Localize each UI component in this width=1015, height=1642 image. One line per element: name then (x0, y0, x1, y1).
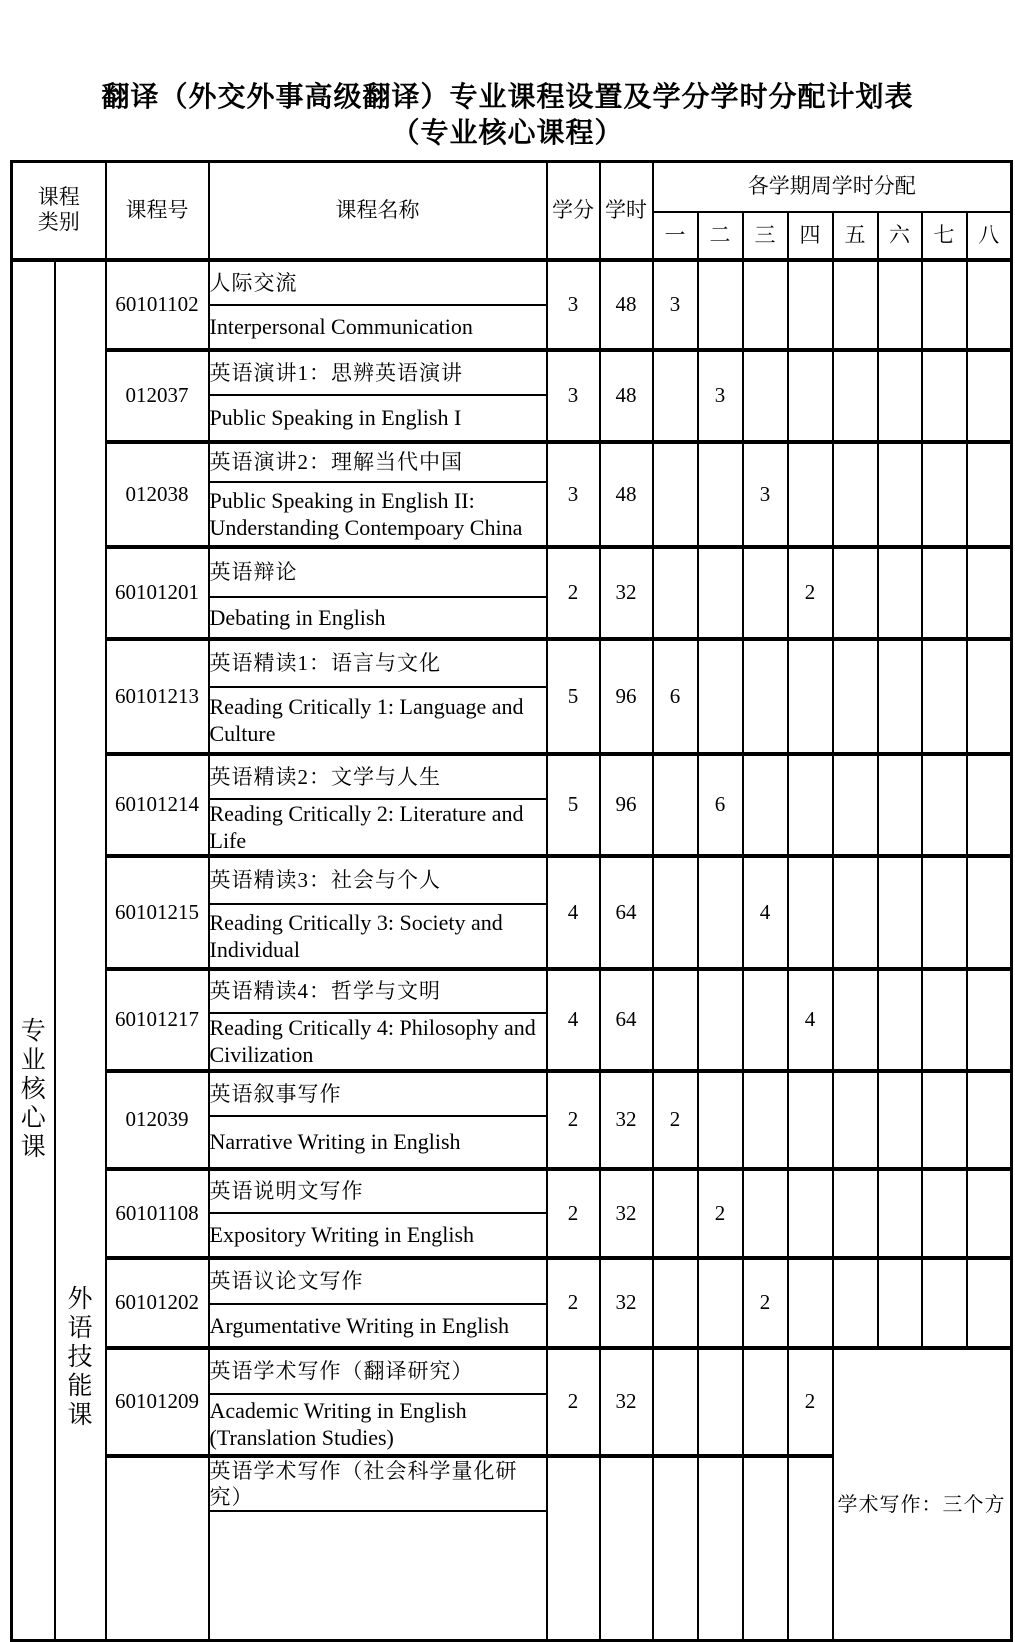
credits-cell: 5 (547, 639, 600, 754)
course-name-en-cell: Argumentative Writing in English (209, 1304, 547, 1348)
course-name-en-cell: Reading Critically 3: Society and Individual (209, 904, 547, 969)
course-name-zh-cell: 英语精读1：语言与文化 (209, 639, 547, 687)
semester-value-cell (743, 754, 788, 856)
hours-cell: 96 (600, 754, 653, 856)
semester-value-cell (878, 350, 922, 442)
course-plan-table (10, 160, 1013, 1642)
semester-value-cell (698, 1071, 743, 1169)
course-code-cell: 60101202 (106, 1258, 209, 1348)
semester-value-cell (788, 1169, 833, 1258)
semester-value-cell (922, 547, 967, 639)
semester-value-cell (833, 1258, 878, 1348)
semester-value-cell (878, 856, 922, 969)
course-name-en-cell: Debating in English (209, 597, 547, 639)
hours-cell: 48 (600, 350, 653, 442)
semester-value-cell (922, 969, 967, 1071)
semester-value-cell (698, 547, 743, 639)
semester-value-cell: 6 (653, 639, 698, 754)
header-hours: 学时 (600, 162, 653, 260)
semester-value-cell (788, 260, 833, 350)
semester-value-cell (833, 350, 878, 442)
semester-value-cell (698, 442, 743, 547)
semester-value-cell (922, 442, 967, 547)
credits-cell: 2 (547, 1071, 600, 1169)
semester-value-cell (653, 350, 698, 442)
semester-value-cell (698, 1348, 743, 1456)
semester-value-cell (698, 260, 743, 350)
semester-value-cell: 3 (653, 260, 698, 350)
category-label-primary: 专业核心课 (20, 1017, 46, 1161)
credits-cell: 2 (547, 1169, 600, 1258)
credits-cell: 2 (547, 1348, 600, 1456)
course-row (12, 350, 1012, 395)
course-name-en-cell: Reading Critically 4: Philosophy and Civilization (209, 1013, 547, 1071)
course-code-cell: 60101108 (106, 1169, 209, 1258)
semester-value-cell (967, 754, 1012, 856)
category-secondary-cell (55, 260, 106, 1641)
course-name-zh-cell: 英语演讲2：理解当代中国 (209, 442, 547, 482)
hours-cell: 32 (600, 1071, 653, 1169)
course-table-clip (10, 160, 1009, 1516)
semester-value-cell (967, 969, 1012, 1071)
semester-value-cell (698, 1456, 743, 1641)
course-name-zh-cell: 英语辩论 (209, 547, 547, 597)
semester-value-cell (653, 856, 698, 969)
note-merged-cell (833, 1348, 1012, 1641)
semester-value-cell (653, 754, 698, 856)
semester-value-cell (878, 1169, 922, 1258)
semester-value-cell (833, 754, 878, 856)
course-name-zh-cell: 英语精读2：文学与人生 (209, 754, 547, 799)
hours-cell: 96 (600, 639, 653, 754)
semester-value-cell (788, 442, 833, 547)
page-title-line1: 翻译（外交外事高级翻译）专业课程设置及学分学时分配计划表 (101, 82, 914, 113)
semester-value-cell (878, 547, 922, 639)
course-row (12, 1258, 1012, 1304)
page-title (0, 80, 1015, 152)
semester-value-cell (788, 856, 833, 969)
hours-cell: 32 (600, 1348, 653, 1456)
course-row (12, 969, 1012, 1013)
semester-value-cell (743, 639, 788, 754)
header-sem-2: 二 (698, 212, 743, 260)
semester-value-cell (878, 639, 922, 754)
course-name-en-cell: Narrative Writing in English (209, 1116, 547, 1169)
semester-value-cell (967, 350, 1012, 442)
course-code-cell: 012037 (106, 350, 209, 442)
header-course-name: 课程名称 (209, 162, 547, 260)
semester-value-cell (833, 639, 878, 754)
semester-value-cell (743, 1456, 788, 1641)
hours-cell: 64 (600, 856, 653, 969)
note-text: 学术写作：三个方 (837, 1493, 1006, 1516)
semester-value-cell (878, 754, 922, 856)
semester-value-cell (967, 442, 1012, 547)
credits-cell: 5 (547, 754, 600, 856)
semester-value-cell: 2 (698, 1169, 743, 1258)
course-row (12, 639, 1012, 687)
semester-value-cell (922, 1071, 967, 1169)
course-name-en-cell: Reading Critically 1: Language and Culture (209, 687, 547, 754)
credits-cell: 4 (547, 856, 600, 969)
semester-value-cell (653, 442, 698, 547)
course-name-en-cell: Public Speaking in English II: Understanding Contempoary China (209, 482, 547, 547)
semester-value-cell (788, 1258, 833, 1348)
semester-value-cell (833, 969, 878, 1071)
course-code-cell: 60101213 (106, 639, 209, 754)
course-name-zh-cell: 英语精读4：哲学与文明 (209, 969, 547, 1013)
semester-value-cell (653, 1258, 698, 1348)
course-name-zh-cell: 英语议论文写作 (209, 1258, 547, 1304)
semester-value-cell (653, 1348, 698, 1456)
semester-value-cell (922, 856, 967, 969)
semester-value-cell (967, 639, 1012, 754)
semester-value-cell (967, 260, 1012, 350)
credits-cell (547, 1456, 600, 1641)
credits-cell: 3 (547, 260, 600, 350)
course-row (12, 856, 1012, 904)
course-code-cell: 012038 (106, 442, 209, 547)
semester-value-cell: 3 (743, 442, 788, 547)
semester-value-cell (878, 1258, 922, 1348)
semester-value-cell (788, 639, 833, 754)
category-label-secondary: 外语技能课 (67, 1285, 93, 1429)
credits-cell: 4 (547, 969, 600, 1071)
semester-value-cell (788, 1071, 833, 1169)
semester-value-cell: 4 (743, 856, 788, 969)
semester-value-cell (743, 1071, 788, 1169)
hours-cell: 48 (600, 442, 653, 547)
course-name-zh-cell: 英语学术写作（社会科学量化研究） (209, 1456, 547, 1511)
course-code-cell: 60101201 (106, 547, 209, 639)
semester-value-cell (922, 754, 967, 856)
header-row-1 (12, 162, 1012, 212)
course-name-zh-cell: 英语说明文写作 (209, 1169, 547, 1213)
semester-value-cell (833, 1169, 878, 1258)
course-row (12, 1348, 1012, 1394)
course-code-cell: 60101215 (106, 856, 209, 969)
semester-value-cell (833, 260, 878, 350)
semester-value-cell (878, 260, 922, 350)
course-name-zh-cell: 英语精读3：社会与个人 (209, 856, 547, 904)
semester-value-cell (698, 1258, 743, 1348)
course-name-en-cell: Public Speaking in English I (209, 395, 547, 442)
header-category: 课程类别 (12, 162, 106, 260)
header-sem-8: 八 (967, 212, 1012, 260)
semester-value-cell (743, 1169, 788, 1258)
semester-value-cell (878, 442, 922, 547)
course-code-cell: 60101209 (106, 1348, 209, 1456)
hours-cell: 64 (600, 969, 653, 1071)
course-code-cell: 012039 (106, 1071, 209, 1169)
semester-value-cell (922, 350, 967, 442)
course-name-en-cell (209, 1511, 547, 1641)
course-row (12, 1071, 1012, 1116)
course-row (12, 547, 1012, 597)
semester-value-cell: 2 (653, 1071, 698, 1169)
semester-value-cell (878, 1071, 922, 1169)
semester-value-cell (698, 639, 743, 754)
semester-value-cell (788, 1456, 833, 1641)
page-title-line2: （专业核心课程） (391, 118, 624, 149)
course-code-cell (106, 1456, 209, 1641)
header-course-no: 课程号 (106, 162, 209, 260)
course-row (12, 442, 1012, 482)
semester-value-cell (967, 1071, 1012, 1169)
semester-value-cell (698, 969, 743, 1071)
course-name-en-cell: Academic Writing in English (Translation Studies) (209, 1394, 547, 1456)
semester-value-cell (743, 350, 788, 442)
semester-value-cell: 6 (698, 754, 743, 856)
semester-value-cell (967, 547, 1012, 639)
semester-value-cell (922, 639, 967, 754)
header-sem-6: 六 (878, 212, 922, 260)
course-row (12, 260, 1012, 305)
semester-value-cell (878, 969, 922, 1071)
hours-cell: 48 (600, 260, 653, 350)
semester-value-cell (788, 350, 833, 442)
hours-cell (600, 1456, 653, 1641)
semester-value-cell: 2 (788, 1348, 833, 1456)
credits-cell: 2 (547, 1258, 600, 1348)
hours-cell: 32 (600, 1169, 653, 1258)
course-code-cell: 60101102 (106, 260, 209, 350)
course-row (12, 754, 1012, 799)
header-sem-5: 五 (833, 212, 878, 260)
semester-value-cell: 3 (698, 350, 743, 442)
semester-value-cell (653, 1456, 698, 1641)
course-name-zh-cell: 英语学术写作（翻译研究） (209, 1348, 547, 1394)
semester-value-cell: 2 (743, 1258, 788, 1348)
course-code-cell: 60101217 (106, 969, 209, 1071)
semester-value-cell: 4 (788, 969, 833, 1071)
course-name-zh-cell: 英语演讲1：思辨英语演讲 (209, 350, 547, 395)
course-name-en-cell: Expository Writing in English (209, 1213, 547, 1258)
semester-value-cell (833, 547, 878, 639)
semester-value-cell (922, 1169, 967, 1258)
header-sem-1: 一 (653, 212, 698, 260)
semester-value-cell (833, 1071, 878, 1169)
category-primary-cell (12, 260, 55, 1641)
hours-cell: 32 (600, 547, 653, 639)
credits-cell: 3 (547, 442, 600, 547)
semester-value-cell (967, 856, 1012, 969)
header-weekly-distribution: 各学期周学时分配 (653, 162, 1012, 212)
credits-cell: 3 (547, 350, 600, 442)
header-credits: 学分 (547, 162, 600, 260)
semester-value-cell (922, 260, 967, 350)
semester-value-cell (833, 442, 878, 547)
semester-value-cell (833, 856, 878, 969)
course-name-zh-cell: 人际交流 (209, 260, 547, 305)
course-code-cell: 60101214 (106, 754, 209, 856)
semester-value-cell (967, 1169, 1012, 1258)
semester-value-cell (922, 1258, 967, 1348)
semester-value-cell (743, 260, 788, 350)
course-name-zh-cell: 英语叙事写作 (209, 1071, 547, 1116)
semester-value-cell (743, 969, 788, 1071)
semester-value-cell (967, 1258, 1012, 1348)
course-name-en-cell: Interpersonal Communication (209, 305, 547, 350)
semester-value-cell (653, 547, 698, 639)
hours-cell: 32 (600, 1258, 653, 1348)
course-name-en-cell: Reading Critically 2: Literature and Life (209, 799, 547, 856)
course-row (12, 1169, 1012, 1213)
semester-value-cell (698, 856, 743, 969)
semester-value-cell: 2 (788, 547, 833, 639)
header-sem-3: 三 (743, 212, 788, 260)
header-sem-7: 七 (922, 212, 967, 260)
semester-value-cell (653, 969, 698, 1071)
semester-value-cell (743, 1348, 788, 1456)
semester-value-cell (743, 547, 788, 639)
semester-value-cell (788, 754, 833, 856)
credits-cell: 2 (547, 547, 600, 639)
semester-value-cell (653, 1169, 698, 1258)
header-sem-4: 四 (788, 212, 833, 260)
